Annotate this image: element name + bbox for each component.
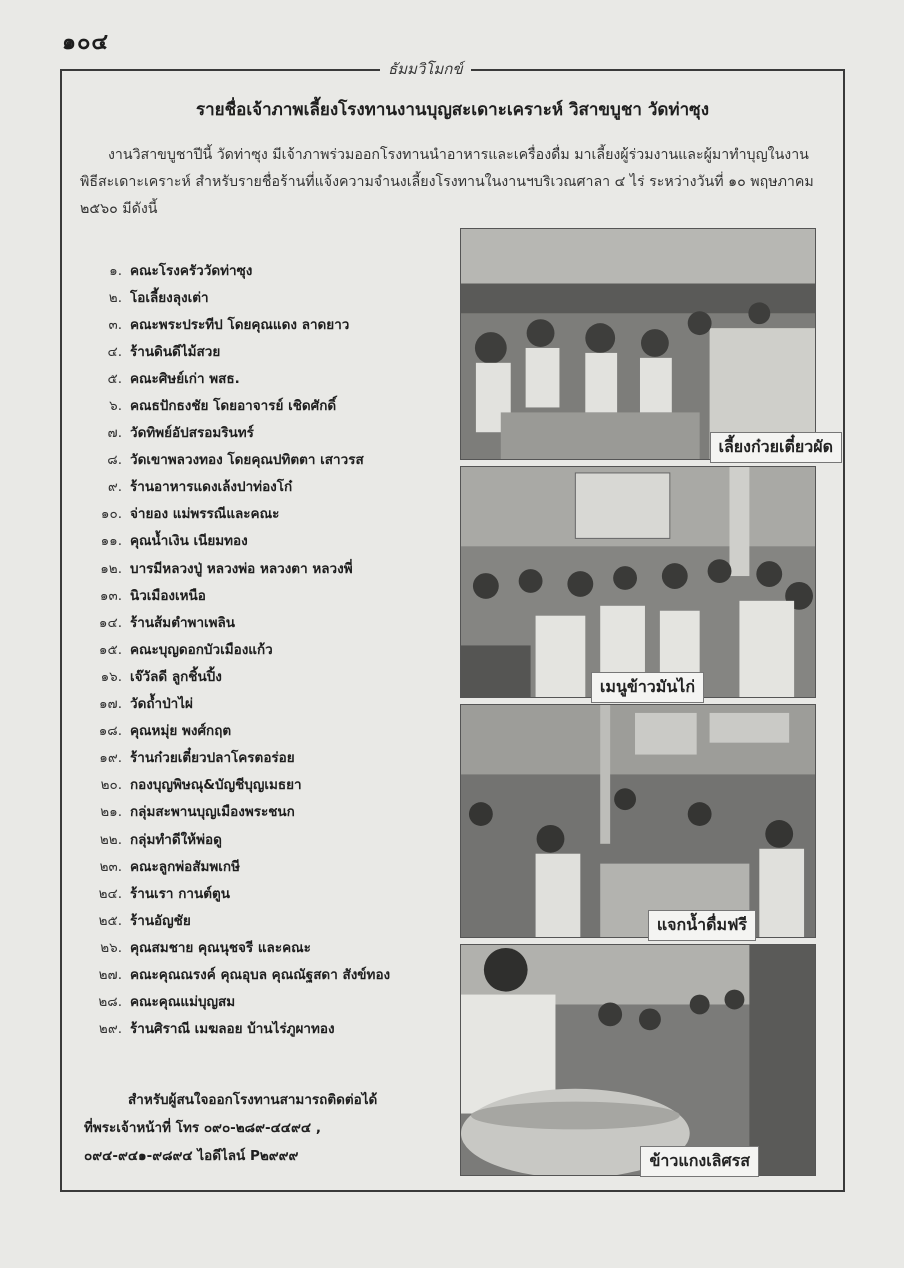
sponsor-item (82, 419, 462, 446)
page-number: ๑๐๔ (62, 29, 110, 55)
sponsor-number: ๑๔. (98, 614, 122, 631)
contact-info (84, 1086, 444, 1170)
sponsor-item (82, 446, 462, 473)
sponsor-name: คณะศิษย์เก่า พสธ. (130, 370, 240, 387)
sponsor-number: ๖. (109, 398, 122, 415)
sponsor-item (82, 1015, 462, 1042)
sponsor-name: ร้านก๋วยเตี๋ยวปลาโครตอร่อย (130, 750, 295, 767)
sponsor-name: ร้านดินดีไม้สวย (130, 343, 221, 360)
sponsor-name: นิวเมืองเหนือ (130, 587, 206, 604)
photo-curry-rice-image (461, 945, 815, 1175)
intro-paragraph: งานวิสาขบูชาปีนี้ วัดท่าซุง มีเจ้าภาพร่วมออกโรงทานนำอาหารและเครื่องดื่ม มาเลี้ยงผู้ร่วมงานและผู้มาทำบุญในงานพิธีสะเดาะเคราะห์ สำหรับรายชื่อร้านที่แจ้งความจำนงเลี้ยงโรงทานในงานฯบริเวณศาลา ๔ ไร่ ระหว่างวันที่ ๑๐ พฤษภาคม ๒๕๖๐ มีดังนี้ (80, 147, 814, 217)
sponsor-name: คุณหมุ่ย พงศ์กฤต (130, 723, 232, 740)
sponsor-item (82, 554, 462, 581)
sponsor-name: ร้านอาหารแดงเล้งปาท่องโก๋ (130, 479, 293, 496)
sponsor-item (82, 771, 462, 798)
sponsor-name: เจ๊วัลดี ลูกชิ้นปิ้ง (130, 668, 222, 685)
sponsor-number: ๑๕. (98, 641, 122, 658)
sponsor-name: ร้านส้มตำพาเพลิน (130, 614, 236, 631)
sponsor-list (82, 256, 462, 1042)
sponsor-number: ๕. (107, 370, 122, 387)
sponsor-name: ร้านอัญชัย (130, 912, 191, 929)
sponsor-number: ๑. (109, 262, 122, 279)
sponsor-item (82, 717, 462, 744)
photo-caption-3: แจกน้ำดื่มฟรี (648, 910, 756, 941)
sponsor-item (82, 473, 462, 500)
photo-free-water-image (461, 705, 815, 937)
sponsor-number: ๑๒. (100, 560, 122, 577)
sponsor-name: บารมีหลวงปู่ หลวงพ่อ หลวงตา หลวงพี่ (130, 560, 353, 577)
sponsor-item (82, 744, 462, 771)
sponsor-name: กลุ่มทำดีให้พ่อดู (130, 831, 222, 848)
sponsor-number: ๒๘. (98, 994, 122, 1011)
sponsor-item (82, 933, 462, 960)
sponsor-number: ๒๗. (98, 966, 122, 983)
sponsor-item (82, 635, 462, 662)
sponsor-name: คณะคุณณรงค์ คุณอุบล คุณณัฐสดา สังข์ทอง (130, 966, 391, 983)
running-header: ธัมมวิโมกข์ (380, 57, 471, 81)
sponsor-number: ๒๒. (99, 831, 122, 848)
sponsor-number: ๒๖. (100, 939, 122, 956)
sponsor-number: ๑๑. (100, 533, 122, 550)
sponsor-number: ๓. (108, 316, 122, 333)
sponsor-name: จ่ายอง แม่พรรณีและคณะ (130, 506, 280, 523)
photo-curry-rice (460, 944, 816, 1176)
sponsor-name: คณธปักธงชัย โดยอาจารย์ เชิดศักดิ์ (130, 398, 337, 415)
sponsor-name: คณะคุณแม่บุญสม (130, 994, 236, 1011)
sponsor-name: วัดทิพย์อัปสรอมรินทร์ (130, 425, 254, 442)
sponsor-name: คุณน้ำเงิน เนียมทอง (130, 533, 248, 550)
sponsor-item (82, 852, 462, 879)
sponsor-item (82, 879, 462, 906)
sponsor-number: ๒๙. (98, 1021, 122, 1038)
sponsor-item (82, 825, 462, 852)
sponsor-item (82, 581, 462, 608)
sponsor-name: คุณสมชาย คุณนุชจรี และคณะ (130, 939, 311, 956)
photo-caption-4: ข้าวแกงเลิศรส (640, 1146, 759, 1177)
sponsor-name: คณะบุญดอกบัวเมืองแก้ว (130, 641, 273, 658)
sponsor-number: ๒๕. (98, 912, 122, 929)
sponsor-item (82, 364, 462, 391)
sponsor-number: ๒๑. (100, 804, 122, 821)
sponsor-name: ร้านศิราณี เมฆลอย บ้านไร่ภูผาทอง (130, 1021, 335, 1038)
sponsor-number: ๙. (107, 479, 122, 496)
sponsor-item (82, 690, 462, 717)
sponsor-item (82, 337, 462, 364)
sponsor-name: คณะพระประทีป โดยคุณแดง ลาดยาว (130, 316, 350, 333)
sponsor-item (82, 960, 462, 987)
photo-noodle-image (461, 229, 815, 459)
sponsor-item (82, 988, 462, 1015)
photo-chicken-rice (460, 466, 816, 698)
sponsor-name: กลุ่มสะพานบุญเมืองพระชนก (130, 804, 295, 821)
sponsor-item (82, 662, 462, 689)
photo-chicken-rice-image (461, 467, 815, 697)
sponsor-item (82, 256, 462, 283)
sponsor-name: คณะโรงครัววัดท่าซุง (130, 262, 253, 279)
page-title: รายชื่อเจ้าภาพเลี้ยงโรงทานงานบุญสะเดาะเคราะห์ วิสาขบูชา วัดท่าซุง (195, 100, 710, 120)
sponsor-number: ๑๘. (98, 723, 122, 740)
sponsor-name: วัดถ้ำป่าไผ่ (130, 696, 193, 713)
photo-caption-2: เมนูข้าวมันไก่ (591, 672, 704, 703)
sponsor-item (82, 500, 462, 527)
contact-line-2: ที่พระเจ้าหน้าที่ โทร ๐๙๐-๒๘๙-๔๔๙๔ , (84, 1120, 321, 1136)
photo-noodle-stall (460, 228, 816, 460)
sponsor-name: คณะลูกพ่อสัมพเกษี (130, 858, 240, 875)
sponsor-number: ๒๓. (99, 858, 122, 875)
sponsor-number: ๗. (107, 425, 122, 442)
contact-line-1: สำหรับผู้สนใจออกโรงทานสามารถติดต่อได้ (128, 1092, 378, 1108)
sponsor-number: ๑๖. (100, 668, 122, 685)
sponsor-item (82, 283, 462, 310)
sponsor-name: กองบุญพิษณุ&บัญชีบุญเมธยา (130, 777, 302, 794)
contact-line-3: ๐๙๔-๙๔๑-๙๘๙๔ ไอดีไลน์ P๒๙๙๙ (84, 1148, 299, 1164)
sponsor-item (82, 608, 462, 635)
sponsor-name: ร้านเรา กานต์ตูน (130, 885, 230, 902)
sponsor-item (82, 310, 462, 337)
sponsor-number: ๒๔. (98, 885, 122, 902)
sponsor-number: ๑๙. (99, 750, 122, 767)
sponsor-item (82, 906, 462, 933)
sponsor-number: ๒๐. (100, 777, 122, 794)
photo-free-water (460, 704, 816, 938)
sponsor-name: วัดเขาพลวงทอง โดยคุณปทิตตา เสาวรส (130, 452, 364, 469)
sponsor-item (82, 798, 462, 825)
sponsor-name: โอเลี้ยงลุงเต่า (130, 289, 209, 306)
sponsor-number: ๔. (107, 343, 122, 360)
sponsor-number: ๘. (107, 452, 122, 469)
sponsor-item (82, 391, 462, 418)
sponsor-item (82, 527, 462, 554)
sponsor-number: ๑๐. (100, 506, 122, 523)
photo-caption-1: เลี้ยงก๋วยเตี๋ยวผัด (710, 432, 843, 463)
sponsor-number: ๒. (108, 289, 122, 306)
sponsor-number: ๑๗. (98, 696, 122, 713)
sponsor-number: ๑๓. (99, 587, 122, 604)
